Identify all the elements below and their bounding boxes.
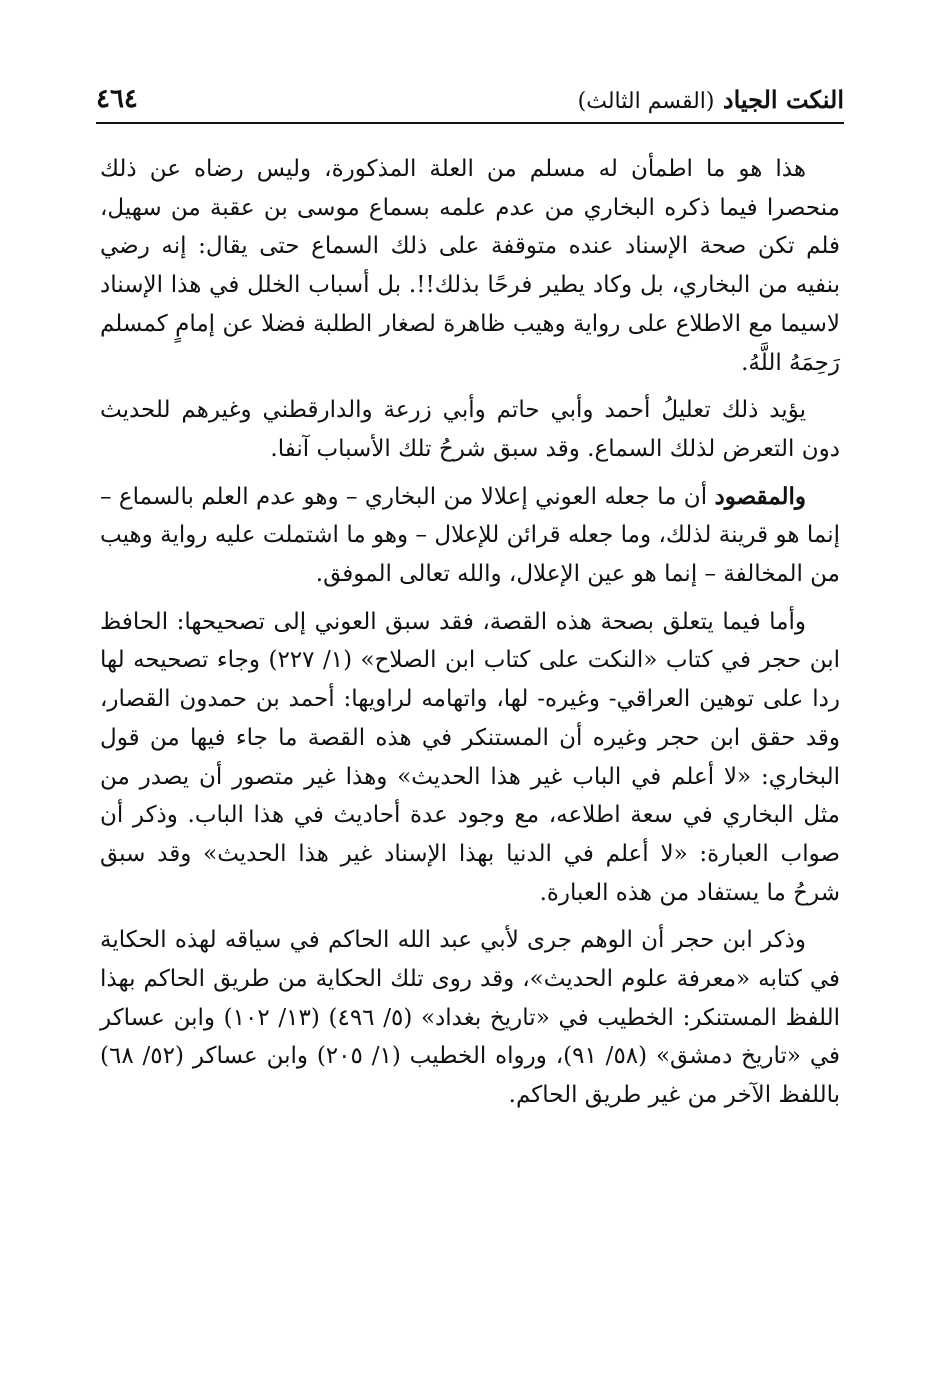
header-divider	[96, 122, 844, 124]
paragraph-3	[100, 478, 840, 594]
paragraph-text: وأما فيما يتعلق بصحة هذه القصة، فقد سبق العوني إلى تصحيحها: الحافظ ابن حجر في كتاب «النكت على كتاب ابن الصلاح» (١/ ٢٢٧) وجاء تصحيحه لها ردا على توهين العراقي- وغيره- لها، واتهامه لراويها: أحمد بن حمدون القصار، وقد حقق ابن حجر وغيره أن المستنكر في هذه القصة ما جاء فيها من قول البخاري: «لا أعلم في الباب غير هذا الحديث» وهذا غير متصور أن يصدر من مثل البخاري في سعة اطلاعه، مع وجود عدة أحاديث في هذا الباب. وذكر أن صواب العبارة: «لا أعلم في الدنيا بهذا الإسناد غير هذا الحديث» وقد سبق شرحُ ما يستفاد من هذه العبارة.	[100, 608, 841, 906]
paragraph-text: وذكر ابن حجر أن الوهم جرى لأبي عبد الله الحاكم في سياقه لهذه الحكاية في كتابه «معرفة علوم الحديث»، وقد روى تلك الحكاية من طريق الحاكم بهذا اللفظ المستنكر: الخطيب في «تاريخ بغداد» (٥/ ٤٩٦) (١٣/ ١٠٢) وابن عساكر في «تاريخ دمشق» (٥٨/ ٩١)، ورواه الخطيب (١/ ٢٠٥) وابن عساكر (٥٢/ ٦٨) باللفظ الآخر من غير طريق الحاكم.	[100, 927, 840, 1109]
running-header	[96, 82, 844, 116]
page-body	[100, 150, 840, 1124]
paragraph-2	[100, 391, 840, 468]
paragraph-text: أن ما جعله العوني إعلالا من البخاري – وهو عدم العلم بالسماع – إنما هو قرينة لذلك، وما جعله قرائن للإعلال – وهو ما اشتملت عليه رواية وهيب من المخالفة – إنما هو عين الإعلال، والله تعالى الموفق.	[100, 483, 840, 588]
paragraph-5	[100, 921, 840, 1115]
page-number: ٤٦٤	[96, 84, 138, 114]
paragraph-4	[100, 603, 840, 913]
paragraph-text: يؤيد ذلك تعليلُ أحمد وأبي حاتم وأبي زرعة والدارقطني وغيرهم للحديث دون التعرض لذلك السماع. وقد سبق شرحُ تلك الأسباب آنفا.	[100, 397, 840, 462]
paragraph-text: هذا هو ما اطمأن له مسلم من العلة المذكورة، وليس رضاه عن ذلك منحصرا فيما ذكره البخاري من عدم علمه بسماع موسى بن عقبة من سهيل، فلم تكن صحة الإسناد عنده متوقفة على ذلك السماع حتى يقال: إنه رضي بنفيه من البخاري، بل وكاد يطير فرحًا بذلك!!. بل أسباب الخلل في هذا الإسناد لاسيما مع الاطلاع على رواية وهيب ظاهرة لصغار الطلبة فضلا عن إمامٍ كمسلم رَحِمَهُ اللَّهُ.	[100, 156, 840, 376]
book-title-part: (القسم الثالث)	[577, 88, 715, 114]
book-title-main: النكت الجياد	[722, 84, 844, 114]
paragraph-lead: والمقصود	[714, 482, 806, 510]
book-title	[578, 85, 844, 114]
paragraph-1	[100, 150, 840, 382]
